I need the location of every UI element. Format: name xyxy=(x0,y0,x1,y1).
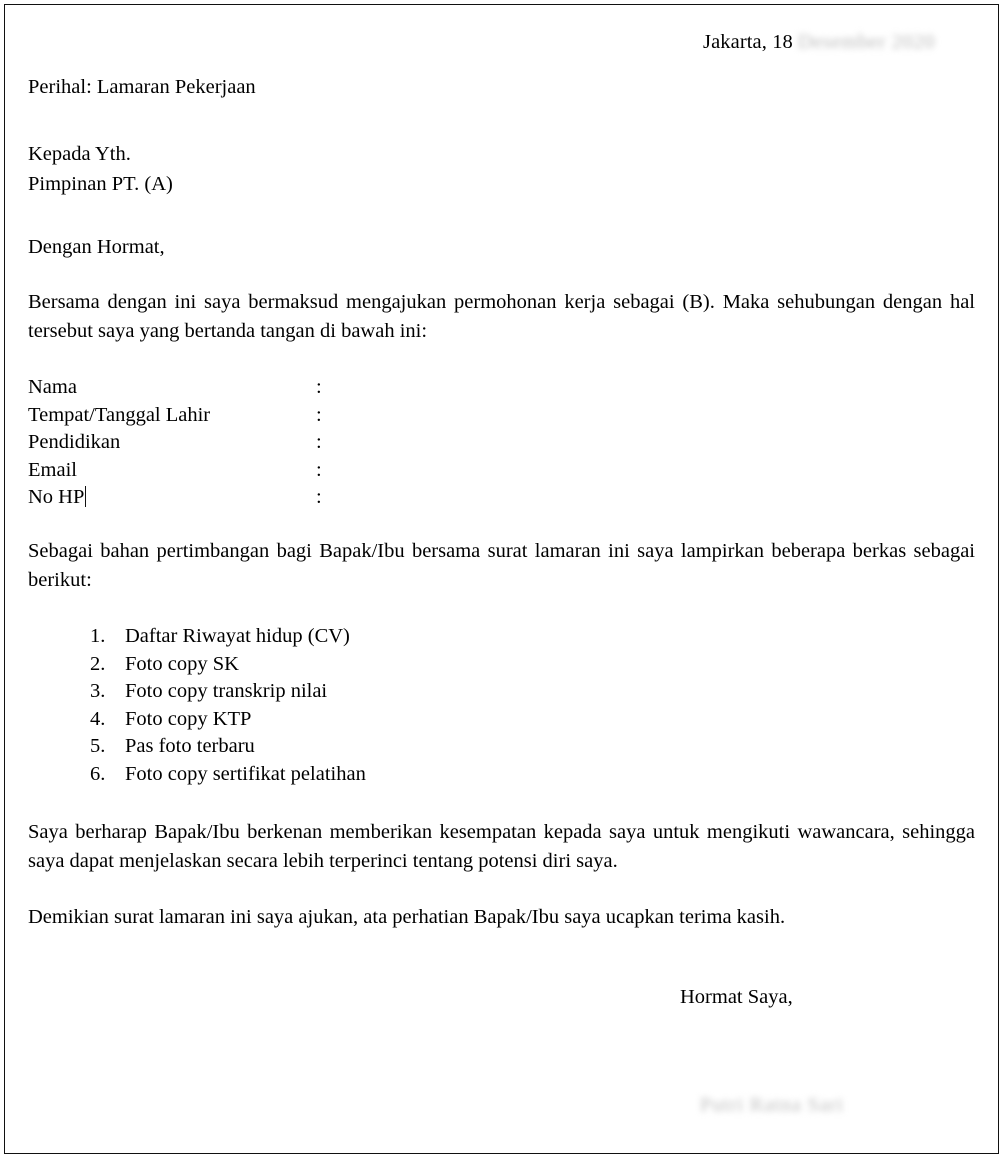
list-item xyxy=(90,761,366,789)
field-label-no-hp-text: No HP xyxy=(28,486,85,508)
date-line xyxy=(703,30,935,56)
list-item-label: Foto copy SK xyxy=(125,652,239,675)
closing-paragraph-2: Demikian surat lamaran ini saya ajukan, ata perhatian Bapak/Ibu saya ucapkan terima kasih. xyxy=(28,906,786,928)
identity-fields-body xyxy=(28,374,528,512)
date-month-year-redacted: Desember 2020 xyxy=(798,31,936,53)
text-cursor-caret xyxy=(85,486,87,507)
list-item-number: 6. xyxy=(90,762,106,785)
list-item-number: 1. xyxy=(90,625,106,647)
subject-line: Perihal: Lamaran Pekerjaan xyxy=(28,76,256,98)
opening-paragraph: Bersama dengan ini saya bermaksud mengajukan permohonan kerja sebagai (B). Maka sehubungan dengan hal tersebut saya yang bertanda tangan di bawah ini: xyxy=(28,291,975,342)
letter-body xyxy=(28,0,975,1159)
attachments-list xyxy=(90,623,366,789)
list-item xyxy=(90,733,366,761)
identity-fields-table xyxy=(28,374,528,512)
table-row xyxy=(28,457,528,485)
table-row xyxy=(28,429,528,457)
field-label-tempat-tanggal-lahir: Tempat/Tanggal Lahir xyxy=(28,403,211,426)
field-label-no-hp xyxy=(28,484,316,512)
list-item-label: Daftar Riwayat hidup (CV) xyxy=(125,625,350,647)
list-item-label: Foto copy transkrip nilai xyxy=(125,680,328,703)
field-label-email: Email xyxy=(28,458,77,481)
greeting-line: Dengan Hormat, xyxy=(28,236,165,258)
list-item-label: Foto copy KTP xyxy=(125,707,252,730)
signature-name-redacted: Putri Ratna Sari xyxy=(700,1094,844,1116)
table-row xyxy=(28,374,528,402)
list-item xyxy=(90,651,366,679)
field-value-email[interactable] xyxy=(346,457,528,485)
list-item xyxy=(90,623,366,651)
table-row xyxy=(28,484,528,512)
field-colon-tempat-tanggal-lahir: : xyxy=(316,403,322,426)
list-item-number: 3. xyxy=(90,680,106,703)
list-item-number: 2. xyxy=(90,652,106,675)
field-value-nama[interactable] xyxy=(346,374,528,402)
field-value-no-hp[interactable] xyxy=(346,484,528,512)
field-colon-pendidikan: : xyxy=(316,431,322,453)
field-value-pendidikan[interactable] xyxy=(346,429,528,457)
list-item xyxy=(90,706,366,734)
list-item-number: 5. xyxy=(90,735,106,758)
field-label-nama: Nama xyxy=(28,376,77,398)
field-value-tempat-tanggal-lahir[interactable] xyxy=(346,402,528,430)
field-colon-nama: : xyxy=(316,376,322,398)
closing-paragraph-1: Saya berharap Bapak/Ibu berkenan memberikan kesempatan kepada saya untuk mengikuti wawancara, sehingga saya dapat menjelaskan secara lebih terperinci tentang potensi diri saya. xyxy=(28,821,975,872)
list-item xyxy=(90,678,366,706)
field-colon-no-hp: : xyxy=(316,486,322,508)
field-colon-email: : xyxy=(316,458,322,481)
list-item-label: Pas foto terbaru xyxy=(125,735,255,758)
field-label-pendidikan: Pendidikan xyxy=(28,431,121,453)
recipient-salutation-line: Kepada Yth. xyxy=(28,143,131,165)
date-city-day: Jakarta, 18 xyxy=(703,31,793,53)
list-item-number: 4. xyxy=(90,707,106,730)
attachments-intro-paragraph: Sebagai bahan pertimbangan bagi Bapak/Ibu bersama surat lamaran ini saya lampirkan beberapa berkas sebagai berikut: xyxy=(28,540,975,591)
recipient-company-line: Pimpinan PT. (A) xyxy=(28,173,173,195)
list-item-label: Foto copy sertifikat pelatihan xyxy=(125,762,366,785)
table-row xyxy=(28,402,528,430)
sign-off-line: Hormat Saya, xyxy=(680,986,793,1008)
